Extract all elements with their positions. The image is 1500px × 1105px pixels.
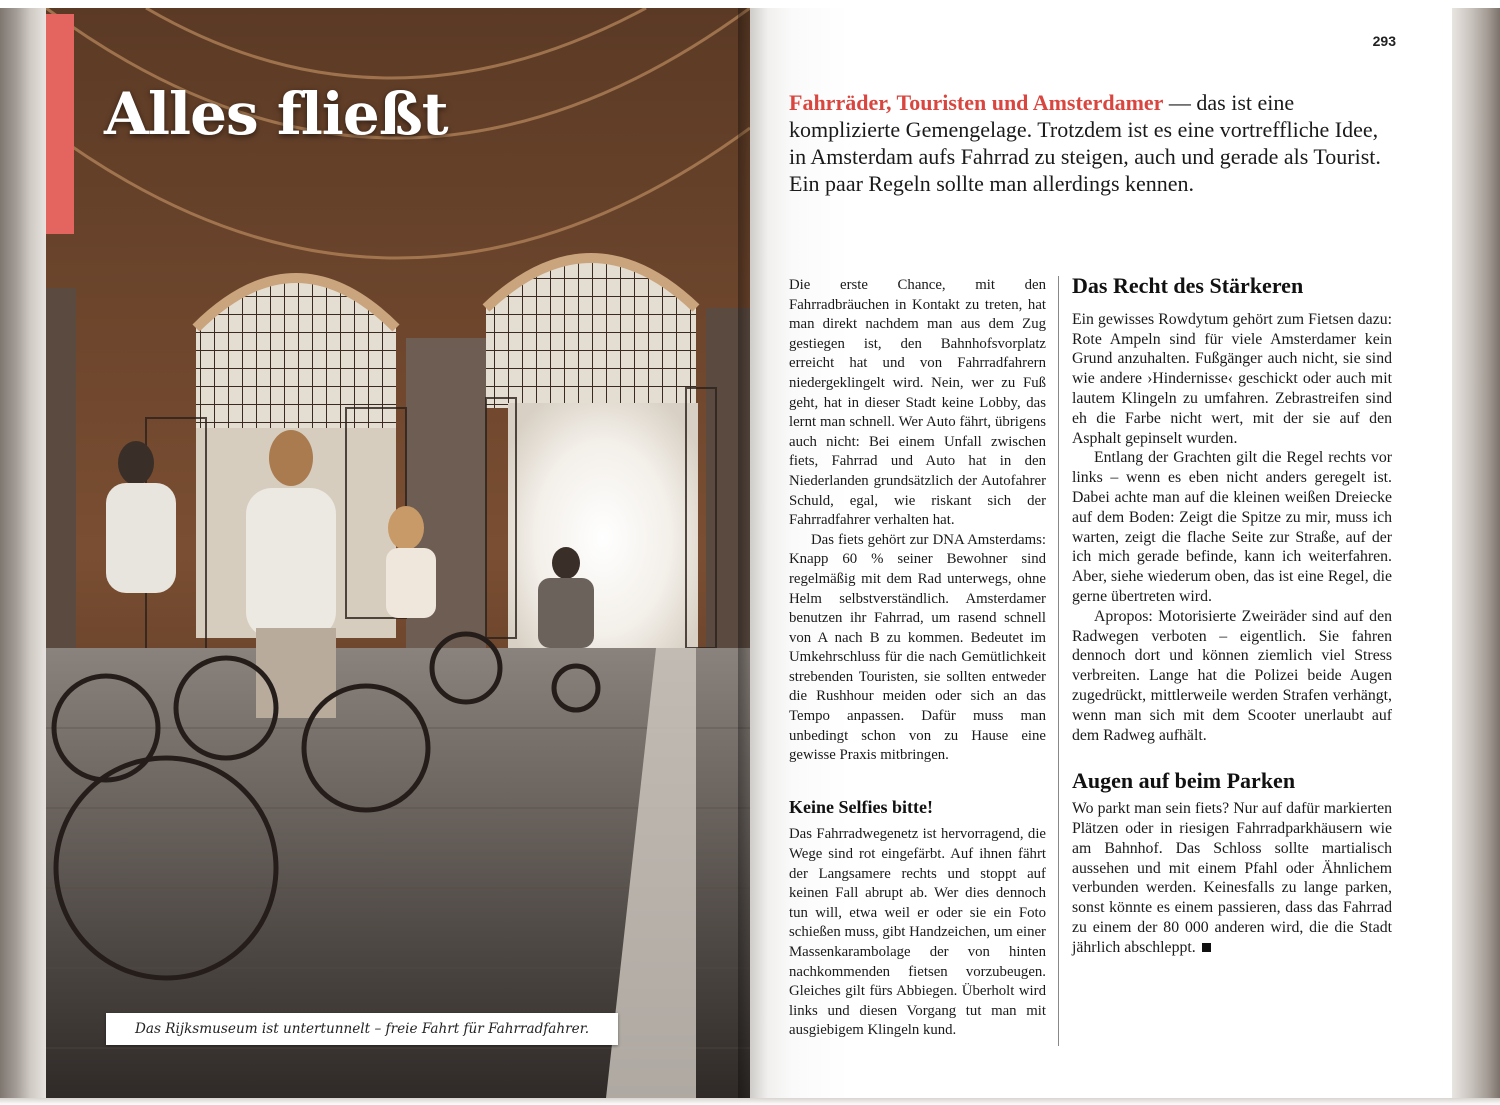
right-page-edges xyxy=(1452,8,1500,1100)
page-headline: Alles fließt xyxy=(104,80,448,148)
end-of-article-mark xyxy=(1202,943,1211,952)
body-paragraph-final xyxy=(1072,799,1392,957)
body-paragraph: Das fiets gehört zur DNA Amsterdams: Knapp 60 % seiner Bewohner sind regelmäßig mit dem Rad unterwegs, ohne Helm selbstverständlich. Amsterdamer benutzen ihr Fahrrad, um rasend schnell von A nach B zu kommen. Bedeutet im Umkehrschluss für die nach Gemütlichkeit strebenden Touristen, sie sollten entweder die Rushhour meiden oder sich an das Tempo anpassen. Dafür muss man unbedingt schon von zu Hause eine gewisse Praxis mitbringen. xyxy=(789,531,1046,764)
body-paragraph: Das Fahrradwegenetz ist hervorragend, die Wege sind rot eingefärbt. Auf ihnen fährt der Langsamere rechts und stoppt auf keinen Fall abrupt ab. Wer dies dennoch tun will, etwa weil er oder sie ein Foto schießen muss, gibt Handzeichen, um einer Massenkarambolage der von hinten nachkommenden fietsen vorzubeugen. Gleiches gilt fürs Abbiegen. Überholt wird links und diesen Vorgang tut man mit ausgiebigem Klingeln kund. xyxy=(789,826,1046,1039)
text-column-right xyxy=(1072,273,1392,958)
rijksmuseum-photo xyxy=(46,8,750,1098)
body-paragraph: Ein gewisses Rowdytum gehört zum Fietsen dazu: Rote Ampeln sind für viele Amsterdamer kein Grund anzuhalten. Fußgänger auch nicht, sie sind wie andere ›Hindernisse‹ geschickt oder auch mit lautem Klingeln zu umfahren. Zebrastreifen sind eh die Farbe nicht wert, mit der sie auf den Asphalt gepinselt wurden. xyxy=(1072,310,1392,447)
page-number: 293 xyxy=(1372,33,1396,49)
subheading-selfies: Keine Selfies bitte! xyxy=(789,796,933,817)
column-divider xyxy=(1058,276,1059,1046)
intro-text: — das ist eine komplizierte Gemengelage. Trotzdem ist es eine vortreffliche Idee, in Amsterdam aufs Fahrrad zu steigen, auch und gerade als Tourist. Ein paar Regeln sollte man allerdings kennen. xyxy=(789,90,1381,196)
left-page-edges xyxy=(0,8,46,1100)
body-paragraph: Apropos: Motorisierte Zweiräder sind auf den Radwegen verboten – eigentlich. Sie fahren dennoch dort und können ziemlich viel Stress verbreiten. Lange hat die Polizei beide Augen zugedrückt, mittlerweile werden Strafen verhängt, wenn man sich mit dem Scooter unerlaubt auf dem Radweg aufhält. xyxy=(1072,607,1392,744)
photo-illustration xyxy=(46,8,750,1098)
body-paragraph: Entlang der Grachten gilt die Regel rechts vor links – wenn es eben nicht anders geregelt ist. Dabei achte man auf die kleinen weißen Dreiecke auf dem Boden: Zeigt die Spitze zu mir, muss ich warten, zeigt die flache Seite zur Straße, auf der ich mich gerade befinde, kann ich weiterfahren. Aber, siehe wiederum oben, das ist eine Regel, die gerne übertreten wird. xyxy=(1072,449,1392,605)
subheading-recht: Das Recht des Stärkeren xyxy=(1072,273,1304,298)
final-paragraph-text: Wo parkt man sein fiets? Nur auf dafür markierten Plätzen oder in riesigen Fahrradparkhäusern wie am Bahnhof. Das Schloss sollte martialisch aussehen und mit einem Pfahl oder Ähnlichem verbunden werden. Keinesfalls zu lange parken, sonst könnte es einem passieren, dass das Fahrrad zu einem der 80 000 anderen wird, die die Stadt jährlich abschleppt. xyxy=(1072,800,1392,956)
intro-lead: Fahrräder, Touristen und Amsterdamer xyxy=(789,90,1164,115)
photo-caption: Das Rijksmuseum ist untertunnelt – freie Fahrt für Fahrradfahrer. xyxy=(106,1013,618,1045)
subheading-parken: Augen auf beim Parken xyxy=(1072,768,1296,794)
intro-paragraph xyxy=(789,89,1395,197)
book-gutter-shadow xyxy=(738,8,768,1098)
book-bottom-shadow xyxy=(0,1098,1500,1105)
body-paragraph: Die erste Chance, mit den Fahrradbräuchen in Kontakt zu treten, hat man direkt nachdem man aus dem Zug gestiegen ist, den Bahnhofsvorplatz erreicht hat und von Fahrradfahrern niedergeklingelt wird. Nein, wer zu Fuß geht, hat in dieser Stadt keine Lobby, das lernt man schnell. Wer Auto fährt, übrigens auch nicht: Bei einem Unfall zwischen fiets, Fahrrad und Auto hat in den Niederlanden grundsätzlich der Autofahrer Schuld, egal, wie riskant sich der Fahrradfahrer verhalten hat. xyxy=(789,277,1046,529)
chapter-accent-tab xyxy=(46,14,74,234)
text-column-left xyxy=(789,276,1046,1041)
